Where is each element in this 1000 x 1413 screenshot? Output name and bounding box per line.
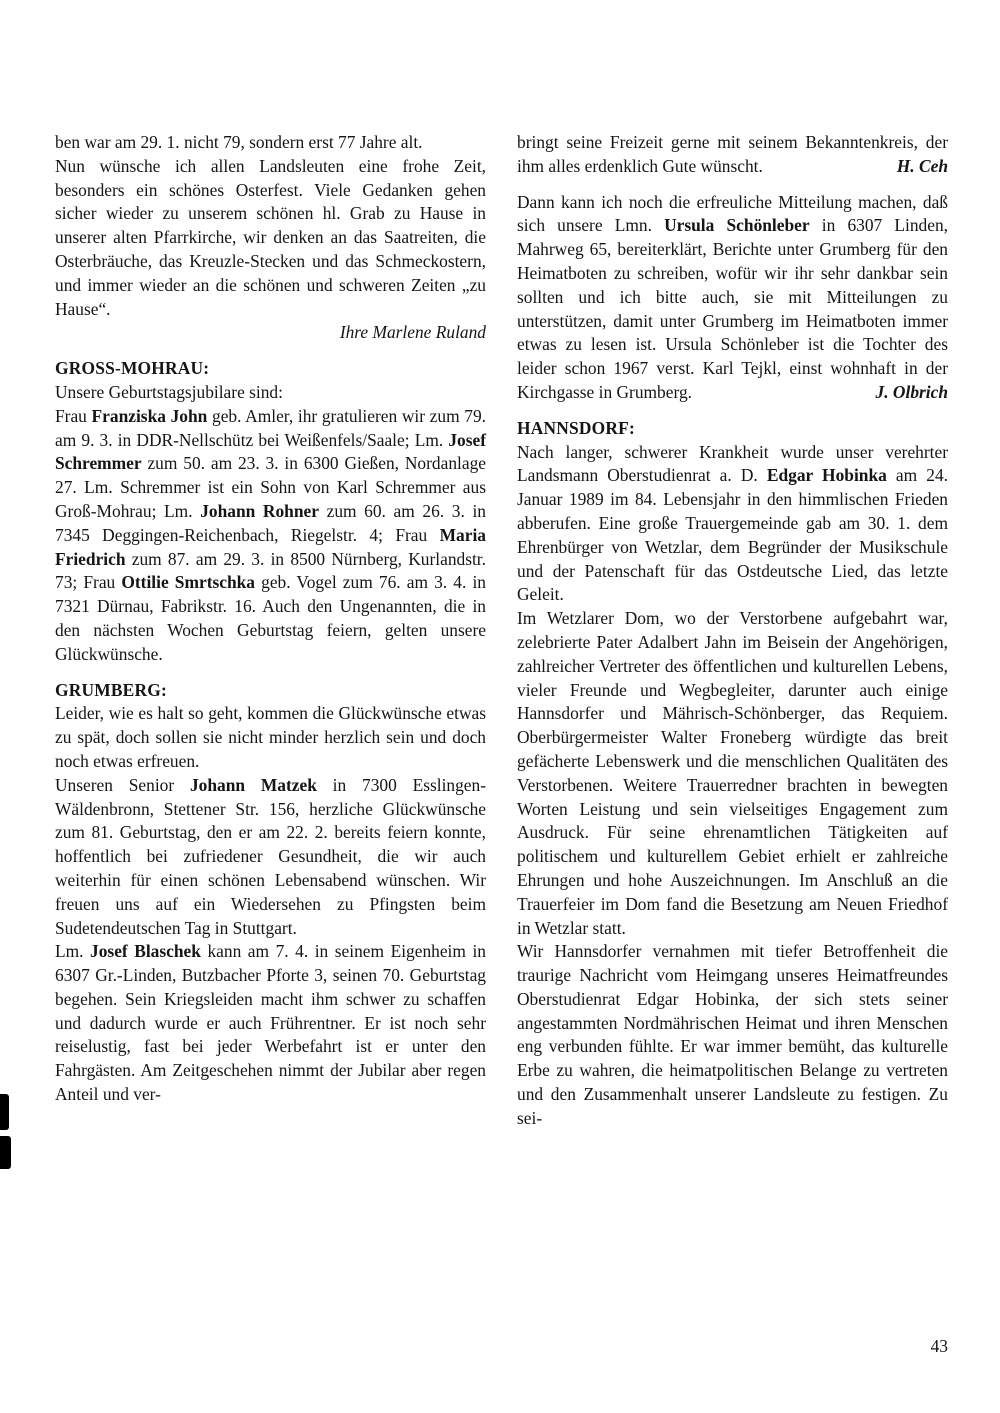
paragraph [517, 441, 948, 608]
text-run: Nach langer, schwerer Krankheit wurde unser verehrter Landsmann Oberstudienrat a. D. [517, 441, 948, 486]
left-column [55, 131, 486, 1131]
paragraph [55, 702, 486, 773]
paragraph [517, 131, 948, 179]
paragraph [55, 774, 486, 941]
paragraph [55, 381, 486, 405]
text-run: in 7300 Esslingen-Wäldenbronn, Stettener Str. 156, herzliche Glückwünsche zum 81. Geburtstag, den er am 22. 2. bereits feiern konnte, hoffentlich bei zufriedener Gesundheit, die wir auch weiterhin für einen schönen Lebensabend wünschen. Wir freuen uns auf ein Wiedersehen zu Pfingsten beim Sudetendeutschen Tag in Stuttgart. [55, 774, 486, 938]
text-run: GRUMBERG: [55, 679, 167, 700]
paragraph [517, 607, 948, 940]
page-number: 43 [930, 1336, 948, 1356]
person-name: Josef Schremmer [55, 429, 486, 474]
text-run: zum 60. am 26. 3. in 7345 Deggingen-Reichenbach, Riegelstr. 4; Frau [55, 500, 486, 545]
text-run: in 6307 Linden, Mahrweg 65, bereiterklärt, Berichte unter Grumberg für den Heimatboten zu schreiben, wofür wir ihr sehr dankbar sein sollten und ich bitte auch, sie mit Mitteilungen zu unterstützen, damit unter Grumberg im Heimatboten immer etwas zu lesen ist. Ursula Schönleber ist die Tochter des leider schon 1967 verst. Karl Tejkl, einst wohnhaft in der Kirchgasse in Grumberg. [517, 215, 948, 402]
text-run: Unsere Geburtstagsjubilare sind: [55, 381, 283, 402]
text-run: Im Wetzlarer Dom, wo der Verstorbene aufgebahrt war, zelebrierte Pater Adalbert Jahn im Beisein der Angehörigen, zahlreicher Vertreter des öffentlichen und kulturellen Lebens, vieler Freunde und Wegbegleiter, darunter auch einige Hannsdorfer und Mährisch-Schönberger, das Requiem. Oberbürgermeister Walter Froneberg würdigte das breit gefächerte Lebenswerk und die menschlichen Qualitäten des Verstorbenen. Weitere Trauerredner brachten in bewegten Worten Leistung und sein vielseitiges Engagement zum Ausdruck. Für seine ehrenamtlichen Tätigkeiten auf politischem und kulturellem Gebiet erhielt er zahlreiche Ehrungen und hohe Auszeichnungen. Im Anschluß an die Trauerfeier im Dom fand die Besetzung am Neuen Friedhof in Wetzlar statt. [517, 608, 948, 938]
person-name: Ottilie Smrtschka [121, 572, 256, 593]
scan-artifact [0, 1136, 11, 1169]
text-run: kann am 7. 4. in seinem Eigenheim in 6307 Gr.-Linden, Butzbacher Pforte 3, seinen 70. Geburtstag begehen. Sein Kriegsleiden macht ihm schwer zu schaffen und dadurch wurde er auch Frührentner. Er ist noch sehr reiselustig, fast bei jeder Werbefahrt ist er unter den Fahrgästen. Am Zeitgeschehen nimmt der Jubilar aber regen Anteil und ver- [55, 941, 486, 1105]
person-name: Franziska John [91, 405, 208, 426]
paragraph [55, 155, 486, 322]
signature: J. Olbrich [875, 381, 948, 402]
paragraph [55, 131, 486, 155]
text-run: Ihre Marlene Ruland [339, 322, 486, 343]
text-run: ben war am 29. 1. nicht 79, sondern erst 77 Jahre alt. [55, 132, 423, 152]
text-run: am 24. Januar 1989 im 84. Lebensjahr in den himmlischen Frieden abberufen. Eine große Trauergemeinde gab am 30. 1. dem Ehrenbürger von Wetzlar, dem Begründer der Musikschule und der Patenschaft für das Ostdeutsche Lied, das letzte Geleit. [517, 465, 949, 605]
text-run: Unseren Senior [55, 774, 190, 795]
section-heading [55, 357, 486, 381]
paragraph [517, 191, 948, 405]
text-run: Nun wünsche ich allen Landsleuten eine frohe Zeit, besonders ein schönes Osterfest. Viele Gedanken gehen sicher wieder zu unserem schönen hl. Grab zu Hause in unserer alten Pfarrkirche, wir denken an das Saatreiten, die Osterbräuche, das Kreuzle-Stecken und das Schmeckostern, und immer wieder an die schönen und schweren Zeiten „zu Hause“. [55, 155, 486, 319]
text-run: HANNSDORF: [517, 417, 635, 438]
text-run: zum 87. am 29. 3. in 8500 Nürnberg, Kurlandstr. 73; Frau [55, 548, 486, 593]
text-columns [55, 131, 948, 1131]
right-column [517, 131, 948, 1131]
section-heading [517, 417, 948, 441]
text-run: Lm. [55, 941, 91, 962]
person-name: Edgar Hobinka [766, 465, 887, 486]
person-name: Maria Friedrich [55, 524, 486, 569]
section-heading [55, 679, 486, 703]
signature: H. Ceh [896, 155, 948, 176]
text-run: Dann kann ich noch die erfreuliche Mitteilung machen, daß sich unsere Lmn. [517, 191, 948, 236]
scan-artifact [0, 1094, 9, 1130]
person-name: Johann Matzek [189, 774, 317, 795]
text-run: Wir Hannsdorfer vernahmen mit tiefer Betroffenheit die traurige Nachricht vom Heimgang unseres Heimatfreundes Oberstudienrat Edgar Hobinka, der sich stets seiner angestammten Nordmährischen Heimat und ihren Menschen eng verbunden fühlte. Er war immer bemüht, das kulturelle Erbe zu wahren, die heimatpolitischen Belange zu vertreten und den Zusammenhalt unserer Landsleute zu festigen. Zu sei- [517, 941, 948, 1128]
signature-line [55, 321, 486, 345]
text-run: Leider, wie es halt so geht, kommen die Glückwünsche etwas zu spät, doch sollen sie nicht minder herzlich sein und doch noch etwas erfreuen. [55, 703, 486, 771]
paragraph [55, 940, 486, 1107]
paragraph [55, 405, 486, 667]
person-name: Johann Rohner [200, 500, 319, 521]
text-run: GROSS-MOHRAU: [55, 358, 210, 379]
text-run: zum 50. am 23. 3. in 6300 Gießen, Nordanlage 27. Lm. Schremmer ist ein Sohn von Karl Schremmer aus Groß-Mohrau; Lm. [55, 453, 486, 521]
text-run: geb. Vogel zum 76. am 3. 4. in 7321 Dürnau, Fabrikstr. 16. Auch den Ungenannten, die in den nächsten Wochen Geburtstag feiern, gelten unsere Glückwünsche. [55, 572, 486, 664]
text-run: bringt seine Freizeit gerne mit seinem Bekanntenkreis, der ihm alles erdenklich Gute wünscht. [517, 132, 948, 176]
text-run: Frau [55, 405, 92, 426]
paragraph [517, 940, 948, 1130]
text-run: geb. Amler, ihr gratulieren wir zum 79. am 9. 3. in DDR-Nellschütz bei Weißenfels/Saale; Lm. [55, 405, 487, 450]
person-name: Ursula Schönleber [664, 215, 810, 236]
person-name: Josef Blaschek [90, 941, 201, 962]
